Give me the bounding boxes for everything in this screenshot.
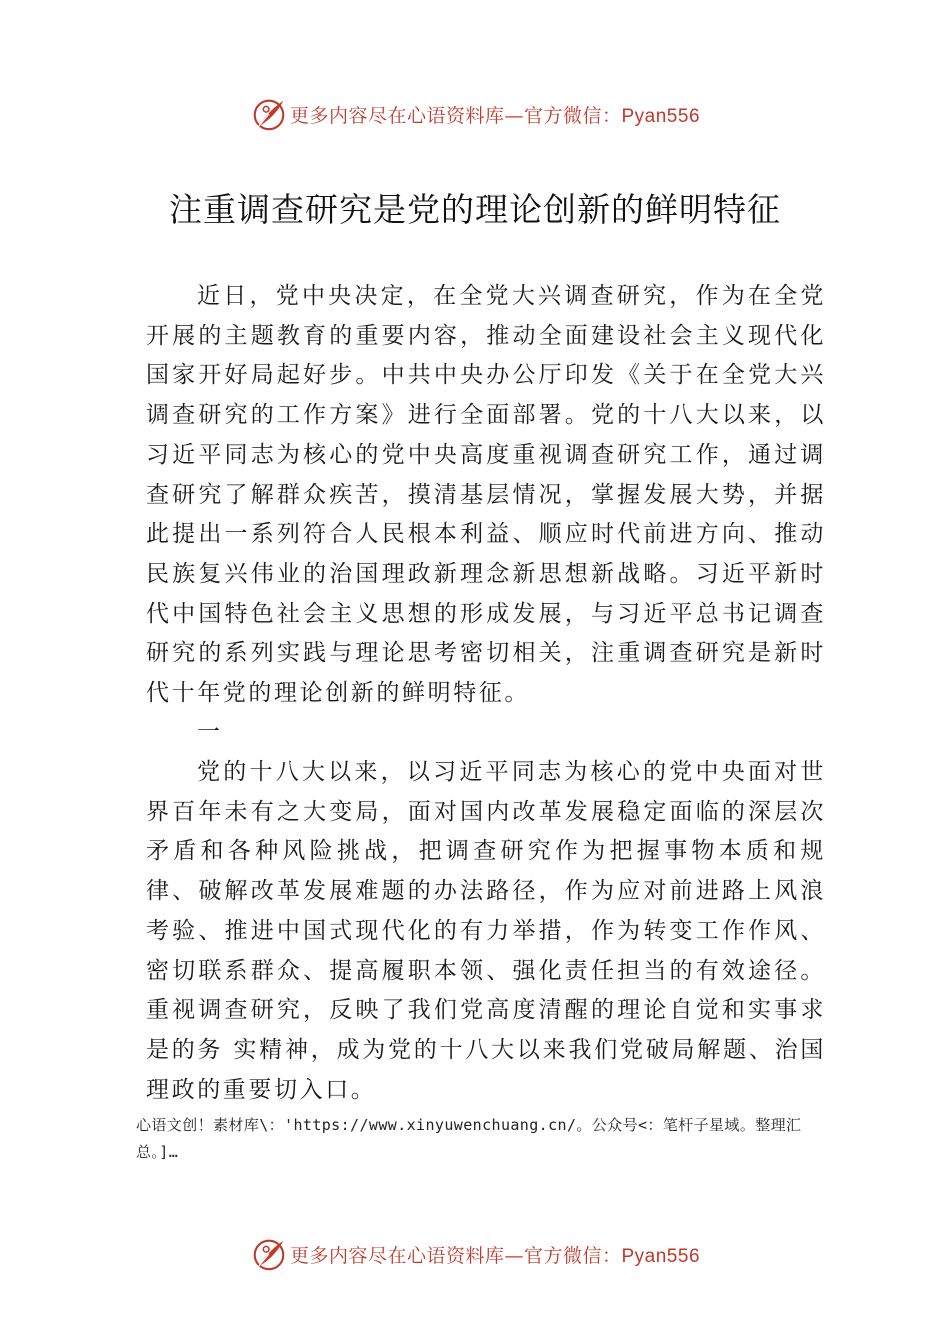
header-wechat-label: 官方微信： bbox=[523, 104, 622, 127]
quill-logo-icon bbox=[250, 95, 288, 133]
header-brand: 更多内容尽在心语资料库 bbox=[289, 104, 505, 127]
header-wechat-id: Pyan556 bbox=[621, 105, 701, 127]
footer-banner-text bbox=[290, 1241, 700, 1268]
header-banner bbox=[0, 92, 950, 136]
document-title: 注重调查研究是党的理论创新的鲜明特征 bbox=[169, 190, 781, 229]
paragraph-intro: 近日，党中央决定，在全党大兴调查研究，作为在全党开展的主题教育的重要内容，推动全面建设社会主义现代化国家开好局起好步。中共中央办公厅印发《关于在全党大兴调查研究的工作方案》进行全面部署。党的十八大以来，以习近平同志为核心的党中央高度重视调查研究工作，通过调查研究了解群众疾苦，摸清基层情况，掌握发展大势，并据此提出一系列符合人民根本利益、顺应时代前进方向、推动民族复兴伟业的治国理政新理念新思想新战略。习近平新时代中国特色社会主义思想的形成发展，与习近平总书记调查研究的系列实践与理论思考密切相关，注重调查研究是新时代十年党的理论创新的鲜明特征。 bbox=[146, 283, 826, 707]
header-banner-text bbox=[290, 101, 700, 128]
source-footnote: 心语文创！素材库\：'https://www.xinyuwenchuang.cn/。公众号<：笔杆子星域。整理汇总。]… bbox=[136, 1116, 802, 1161]
paragraph-section-one: 党的十八大以来，以习近平同志为核心的党中央面对世界百年未有之大变局，面对国内改革发展稳定面临的深层次矛盾和各种风险挑战，把调查研究作为把握事物本质和规律、破解改革发展难题的办法路径，作为应对前进路上风浪考验、推进中国式现代化的有力举措，作为转变工作作风、密切联系群众、提高履职本领、强化责任担当的有效途径。重视调查研究，反映了我们党高度清醒的理论自觉和实事求是的务 实精神，成为党的十八大以来我们党破局解题、治国理政的重要切入口。 bbox=[146, 759, 826, 1103]
footer-wechat-id: Pyan556 bbox=[621, 1245, 701, 1267]
footer-brand: 更多内容尽在心语资料库 bbox=[289, 1244, 505, 1267]
footer-separator: — bbox=[504, 1244, 524, 1267]
section-marker: 一 bbox=[197, 719, 223, 745]
header-separator: — bbox=[504, 104, 524, 127]
footer-banner bbox=[0, 1232, 950, 1276]
footer-wechat-label: 官方微信： bbox=[523, 1244, 622, 1267]
quill-logo-icon bbox=[250, 1235, 288, 1273]
